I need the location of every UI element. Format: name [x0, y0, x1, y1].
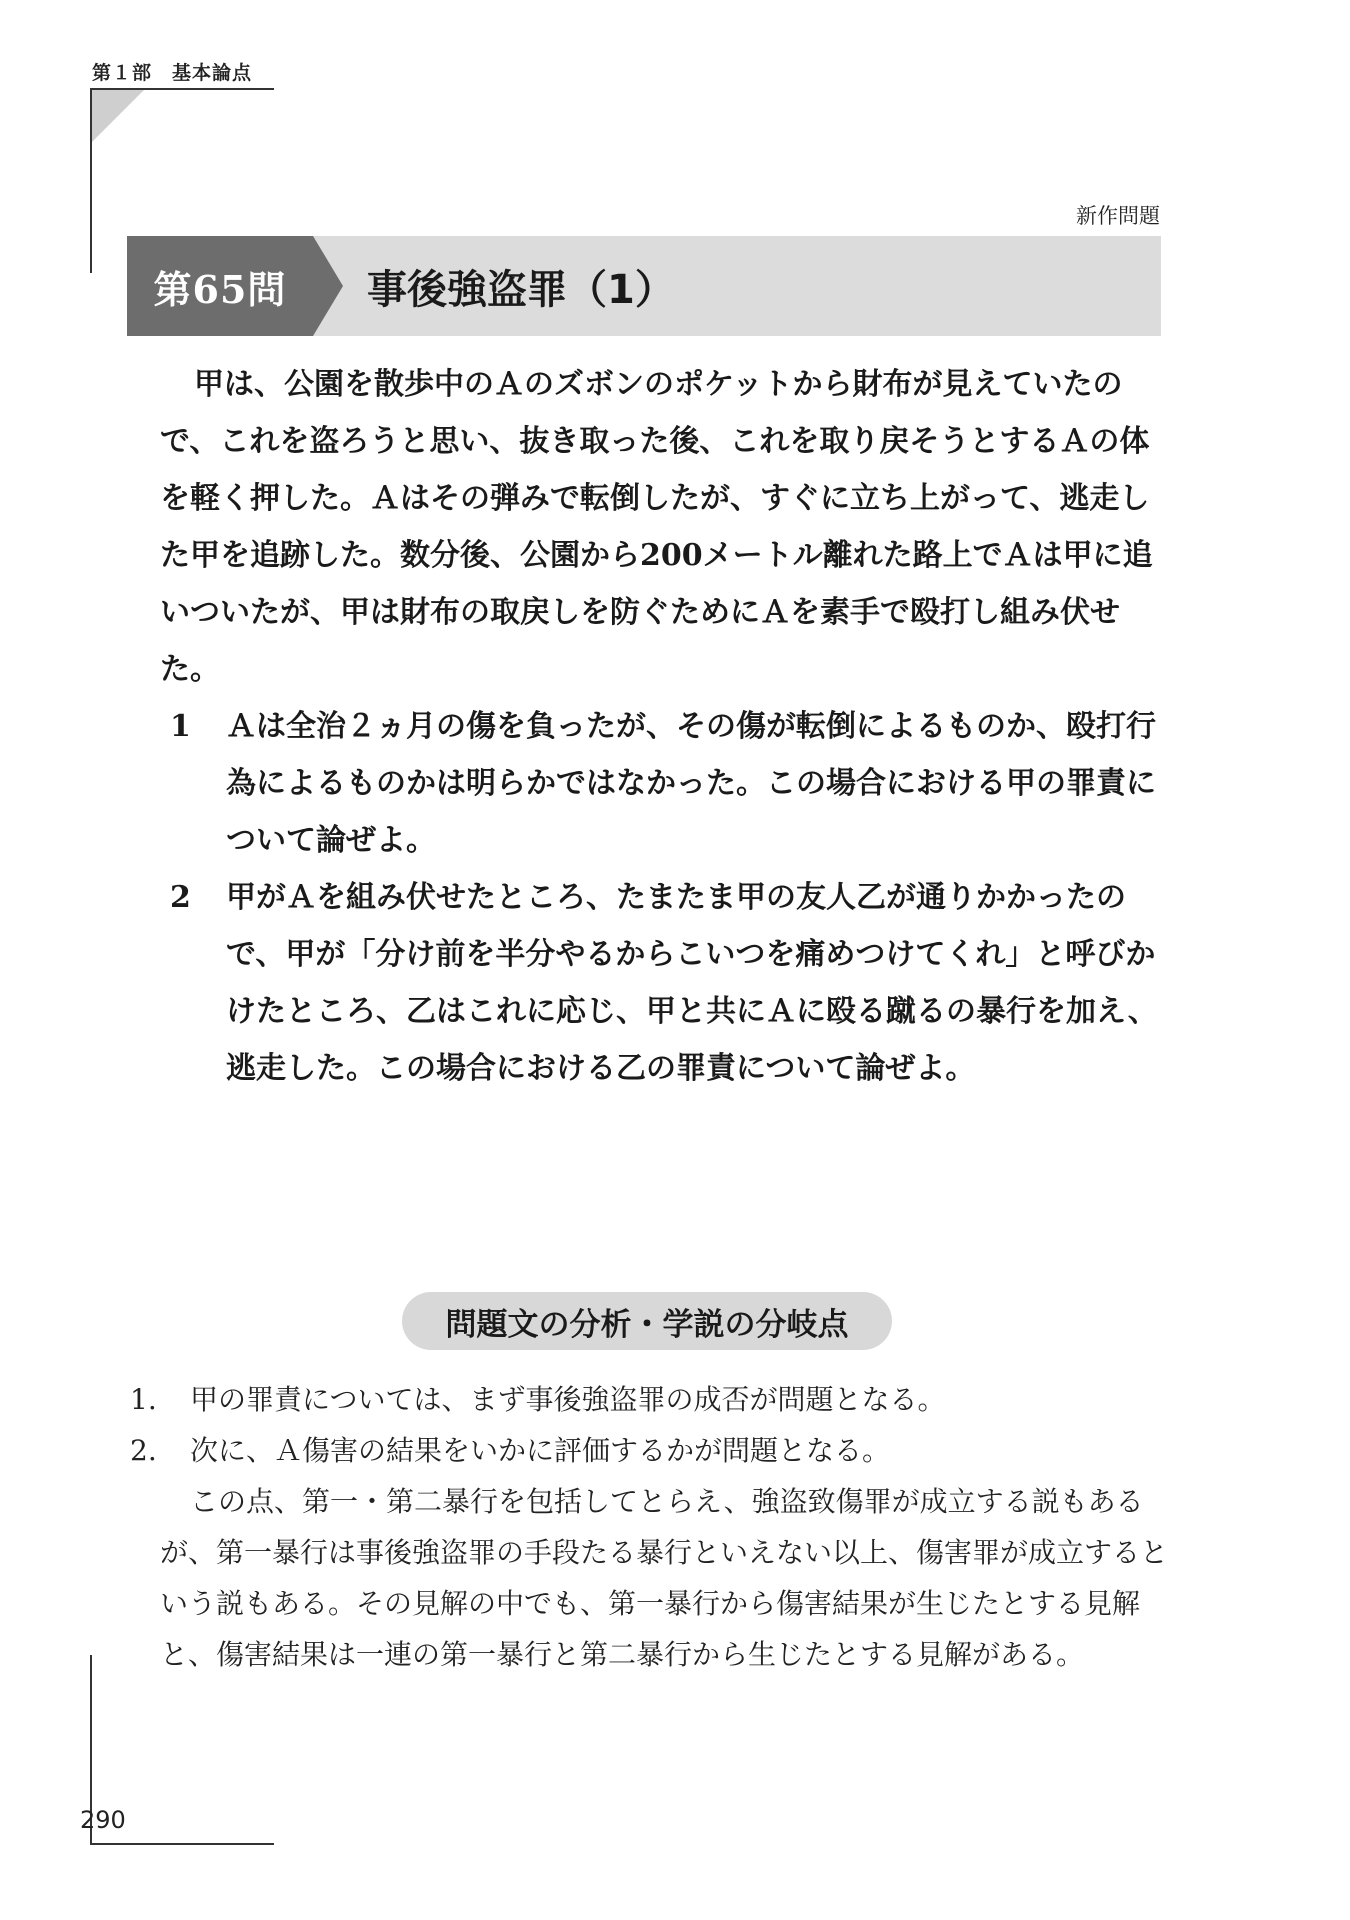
question-paragraph: 甲は、公園を散歩中のＡのズボンのポケットから財布が見えていたので、これを盗ろうと思い、抜き取った後、これを取り戻そうとするＡの体を軽く押した。Ａはその弾みで転倒したが、すぐに立ち上がって、逃走した甲を追跡した。数分後、公園から200メートル離れた路上でＡは甲に追いついたが、甲は財布の取戻しを防ぐためにＡを素手で殴打し組み伏せた。 [160, 367, 1153, 687]
new-problem-label: 新作問題 [1076, 204, 1160, 228]
analysis-item-text: 甲の罪責については、まず事後強盗罪の成否が問題となる。 [190, 1383, 946, 1416]
problem-title: 事後強盗罪（1） [367, 266, 675, 313]
analysis-item-number: 2. [130, 1434, 157, 1467]
question-item-text: 甲がＡを組み伏せたところ、たまたま甲の友人乙が通りかかったので、甲が「分け前を半分やるからこいつを痛めつけてくれ」と呼びかけたところ、乙はこれに応じ、甲と共にＡに殴る蹴るの暴行を加え、逃走した。この場合における乙の罪責について論ぜよ。 [226, 880, 1158, 1086]
footer-rule [90, 1843, 274, 1845]
analysis-paragraph: この点、第一・第二暴行を包括してとらえ、強盗致傷罪が成立する説もあるが、第一暴行は事後強盗罪の手段たる暴行といえない以上、傷害罪が成立するという説もある。その見解の中でも、第一暴行から傷害結果が生じたとする見解と、傷害結果は一連の第一暴行と第二暴行から生じたとする見解がある。 [160, 1485, 1169, 1671]
analysis-body [130, 1374, 1170, 1680]
question-item-number: 2 [170, 880, 191, 915]
question-item [160, 869, 1160, 1097]
analysis-item-number: 1. [130, 1383, 157, 1416]
corner-decoration [92, 90, 144, 142]
question-item-text: Ａは全治２ヵ月の傷を負ったが、その傷が転倒によるものか、殴打行為によるものかは明らかではなかった。この場合における甲の罪責について論ぜよ。 [226, 709, 1156, 858]
running-header: 第１部 基本論点 [92, 62, 253, 84]
analysis-item-text: 次に、Ａ傷害の結果をいかに評価するかが問題となる。 [190, 1434, 891, 1467]
problem-number: 第65問 [127, 236, 313, 336]
question-item [160, 698, 1160, 869]
analysis-item [130, 1425, 1170, 1476]
analysis-heading: 問題文の分析・学説の分岐点 [402, 1292, 892, 1350]
question-body [160, 356, 1160, 1097]
title-arrow-shape [313, 236, 343, 336]
question-item-number: 1 [170, 709, 191, 744]
problem-title-band [127, 236, 1161, 336]
page-number: 290 [80, 1806, 126, 1834]
analysis-item [130, 1374, 1170, 1425]
